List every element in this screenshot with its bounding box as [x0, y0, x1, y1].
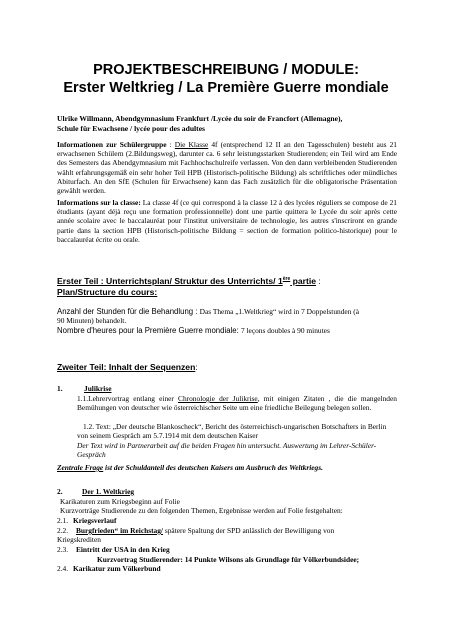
section2-item-1-number: 2.1. [57, 516, 69, 525]
document-title-line-1: PROJEKTBESCHREIBUNG / MODULE: [93, 62, 359, 78]
author-line-1: Ulrike Willmann, Abendgymnasium Frankfurt /Lycée du soir de Francfort (Allemagne), [57, 114, 343, 123]
hours-german-label: Anzahl der Stunden für die Behandlung : [57, 307, 200, 316]
section1-title: Julikrise [84, 384, 112, 393]
document-title-line-2: Erster Weltkrieg / La Première Guerre mondiale [63, 80, 389, 96]
section2-number: 2. [57, 487, 63, 496]
section2-title: Der 1. Weltkrieg [82, 487, 135, 496]
info-german-text: 4f (entsprechend 12 II an den Tagesschulen) besteht aus 21 erwachsenen Schülern (2.Bildungsweg), darunter ca. 6 sehr leistungsstarken Studierenden; ein Teil wird am Ende des Semesters das Abendgymnasium mit Fachhochschulreife verlassen. Von den dann verbleibenden Studierenden wählt erfahrungsgemäß ein sehr hoher Teil HPB (Historisch-politische Bildung) als schriftliches oder mündliches Abiturfach. An den SfE (Schulen für Erwachsene) kann das Fach zusätzlich für die obligatorische Präsentation gewählt werden. [57, 140, 397, 196]
section2-item-3-number: 2.3. [57, 545, 69, 554]
section1-item-2: 1.2. Text: „Der deutsche Blankoscheck“, Bericht des österreichisch-ungarischen Botschafters in Berlin von seinem Gespräch am 5.7.1914 mit dem deutschen Kaiser [77, 422, 387, 441]
section1-item-1-chronologie: Chronologie der Julikrise [178, 394, 258, 403]
info-german-colon: : [166, 140, 175, 149]
section2-item-2-text: spätere Spaltung der SPD anlässlich der Bewilligung von [163, 526, 335, 535]
part1-heading-colon: : [316, 276, 321, 286]
section2-item-4-title: Karikatur zum Völkerbund [72, 564, 161, 573]
section2-item-2-title: Burgfrieden“ im Reichstag/ [75, 526, 163, 535]
part2-heading-colon: : [195, 362, 198, 372]
section1-item-1 [77, 394, 397, 412]
section1-number: 1. [57, 384, 63, 393]
section2-item-3-title: Eintritt der USA in den Krieg [75, 545, 170, 554]
part1-heading-line-2: Plan/Structure du cours: [57, 287, 158, 297]
hours-french [57, 326, 330, 335]
central-question-label: Zentrale Frage [57, 463, 104, 472]
section2-line-1: Karikaturen zum Kriegsbeginn auf Folie [60, 497, 180, 506]
author-line-2: Schule für Ewachsene / lycée pour des adultes [57, 124, 206, 133]
info-german-paragraph [57, 140, 397, 195]
part1-heading-text: Erster Teil : Unterrichtsplan/ Struktur des Unterrichts/ 1 [57, 276, 283, 286]
section2-item-2-line-2: Kriegskrediten [57, 535, 101, 544]
section2-item-4-number: 2.4. [57, 564, 69, 573]
section2-item-4 [57, 564, 161, 573]
part1-heading-partie: partie [290, 276, 317, 286]
section2-item-2-number: 2.2. [57, 526, 69, 535]
section1-central-question [57, 463, 323, 472]
hours-french-label: Nombre d'heures pour la Première Guerre mondiale: [57, 326, 241, 335]
section2-line-2: Kurzvorträge Studierende zu den folgenden Themen, Ergebnisse werden auf Folie festgehalten: [60, 506, 343, 515]
central-question-text: ist der Schuldanteil des deutschen Kaisers am Ausbruch des Weltkriegs. [103, 463, 323, 472]
section2-item-2 [57, 526, 334, 535]
section2-item-1-title: Kriegsverlauf [72, 516, 117, 525]
part2-heading-text: Zweiter Teil: Inhalt der Sequenzen [57, 362, 196, 372]
section1-note: Der Text wird in Partnerarbeit auf die beiden Fragen hin untersucht. Auswertung im Lehrer-Schüler-Gespräch [77, 441, 377, 460]
hours-german [57, 307, 359, 316]
section2-item-1 [57, 516, 116, 525]
hours-german-line-2: 90 Minuten) behandelt. [57, 316, 127, 325]
hours-german-value: Das Thema „1.Weltkrieg“ wird in 7 Doppelstunden (à [199, 307, 359, 316]
part1-heading-superscript: ère [282, 276, 291, 283]
section1-item-1-text-a: 1.1.Lehrervortrag entlang einer [77, 394, 179, 403]
info-french-paragraph [57, 198, 397, 244]
section1-item-1-text-b: , mit einigen Zitaten , die die mangelnden Bemühungen von deutscher wie österreichischer Seite um eine friedliche Beilegung belegen sollen. [77, 394, 397, 413]
info-german-class-link: Die Klasse [174, 140, 209, 149]
info-german-label: Informationen zur Schülergruppe [57, 140, 167, 149]
info-french-text: La classe 4f (ce qui correspond à la classe 12 à des lycées réguliers se compose de 21 étudiants (ayant déjà reçu une formation professionnelle) dont une partie quittera le Lycée du soir après cette année scolaire avec le baccalauréat pour l'institut universitaire de technologie, les autres s'inscriront en grande partie dans la section HPB (Historisch-politische Bildung = section de formation politico-historique) pour le baccalauréat écrite ou orale. [57, 198, 397, 244]
hours-french-value: 7 leçons doubles à 90 minutes [240, 326, 330, 335]
section2-item-3-sub: Kurzvortrag Studierender: 14 Punkte Wilsons als Grundlage für Völkerbundsidee; [97, 555, 360, 564]
info-french-label: Informations sur la classe: [57, 198, 141, 207]
part2-heading [57, 362, 198, 372]
part1-heading [57, 276, 321, 286]
section2-item-3 [57, 545, 170, 554]
